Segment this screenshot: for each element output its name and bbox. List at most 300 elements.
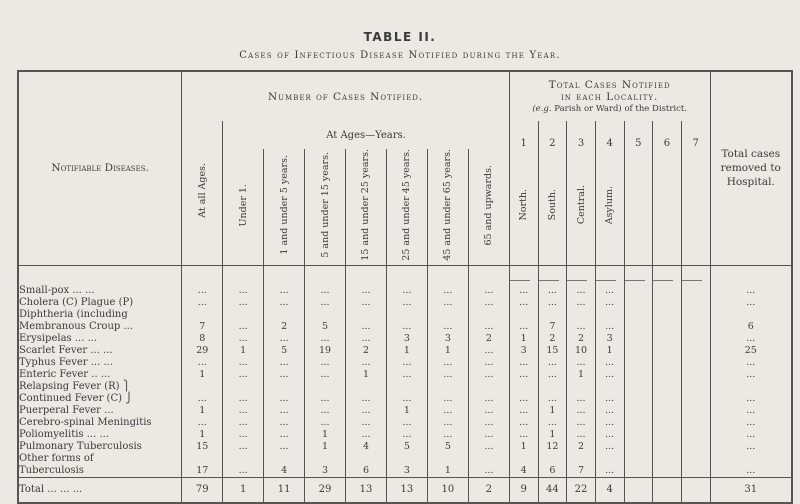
table-cell: 15 (182, 441, 223, 453)
locality-name-1 (509, 149, 538, 265)
table-cell: ... (746, 404, 756, 416)
tick-cell (624, 265, 653, 285)
table-cell: ... (264, 441, 305, 453)
table-cell: ... (346, 321, 387, 333)
table-cell: ... (346, 285, 387, 297)
table-cell (427, 453, 468, 465)
table-cell: ... (468, 465, 509, 478)
table-cell: ... (538, 297, 567, 309)
tick-cell (653, 265, 682, 285)
tick-spacer (305, 265, 346, 285)
table-cell (653, 405, 682, 417)
table-cell: ... (746, 356, 756, 368)
table-cell (624, 393, 653, 405)
tick-spacer (223, 265, 264, 285)
table-cell: ... (468, 345, 509, 357)
table-cell (681, 297, 710, 309)
table-cell: ... (746, 440, 756, 452)
table-cell (595, 381, 624, 393)
total-cell (653, 477, 682, 503)
table-cell (681, 405, 710, 417)
table-cell: ... (305, 357, 346, 369)
tick-mark (596, 280, 616, 281)
disease-name: Pulmonary Tuberculosis (18, 441, 182, 453)
tick-cell (595, 265, 624, 285)
table-cell: ... (386, 417, 427, 429)
table-cell: ... (223, 285, 264, 297)
table-cell: ... (595, 417, 624, 429)
table-cell (681, 321, 710, 333)
table-cell: ... (346, 357, 387, 369)
table-cell: ... (223, 417, 264, 429)
table-cell: 1 (182, 369, 223, 381)
table-cell (468, 381, 509, 393)
table-cell (624, 333, 653, 345)
age-col-4-label: 15 and under 25 years. (360, 149, 372, 261)
table-cell: 1 (346, 369, 387, 381)
table-cell: ... (427, 321, 468, 333)
table-cell: ... (264, 417, 305, 429)
table-cell (538, 453, 567, 465)
table-cell: ... (427, 405, 468, 417)
table-row (18, 321, 792, 333)
table-row (18, 309, 792, 321)
table-cell (624, 381, 653, 393)
locality-name-5 (624, 149, 653, 265)
table-cell (681, 357, 710, 369)
total-locality-header (509, 71, 710, 121)
table-cell: 1 (182, 429, 223, 441)
total-cell: 31 (710, 477, 792, 503)
table-cell: 5 (386, 441, 427, 453)
table-cell: ... (264, 429, 305, 441)
table-cell: ... (305, 393, 346, 405)
table-cell: 7 (538, 321, 567, 333)
table-cell: ... (386, 393, 427, 405)
table-cell: ... (223, 465, 264, 478)
table-cell (468, 309, 509, 321)
table-cell: ... (538, 369, 567, 381)
table-cell (653, 357, 682, 369)
table-cell: ... (509, 393, 538, 405)
total-label: Total ... ... ... (18, 477, 182, 503)
table-cell (653, 297, 682, 309)
table-cell: ... (264, 369, 305, 381)
table-cell: ... (595, 405, 624, 417)
table-cell: 1 (386, 345, 427, 357)
table-cell: 2 (567, 333, 596, 345)
table-cell: ... (427, 393, 468, 405)
age-col-3 (305, 149, 346, 265)
table-cell: 2 (346, 345, 387, 357)
table-cell: 1 (509, 333, 538, 345)
table-subtitle: Cases of Infectious Disease Notified during the Year. (239, 50, 561, 61)
locality-num-7: 7 (681, 121, 710, 149)
table-cell: ... (538, 285, 567, 297)
table-cell: ... (346, 405, 387, 417)
table-cell: ... (468, 321, 509, 333)
table-cell (624, 321, 653, 333)
table-cell: ... (746, 416, 756, 428)
locality-name-1-label: North. (518, 189, 530, 221)
tick-cell (538, 265, 567, 285)
table-cell: ... (567, 297, 596, 309)
locality-name-2-label: South. (546, 189, 558, 221)
table-cell (653, 417, 682, 429)
table-cell: ... (305, 405, 346, 417)
table-cell: ... (346, 297, 387, 309)
table-cell (509, 309, 538, 321)
table-cell: ... (223, 333, 264, 345)
header-tick-row (18, 265, 792, 285)
table-cell: ... (346, 417, 387, 429)
table-cell: ... (509, 369, 538, 381)
table-cell: ... (468, 357, 509, 369)
table-cell: 1 (509, 441, 538, 453)
table-cell: ... (305, 369, 346, 381)
disease-name: Diphtheria (including (18, 309, 182, 321)
table-cell: 4 (346, 441, 387, 453)
locality-line3 (510, 103, 710, 115)
total-cell: 29 (305, 477, 346, 503)
table-cell: ... (509, 357, 538, 369)
table-cell: 25 (744, 344, 757, 356)
table-row (18, 333, 792, 345)
table-cell (653, 441, 682, 453)
total-cell: 13 (386, 477, 427, 503)
disease-name: Other forms of (18, 453, 182, 465)
table-cell: 19 (305, 345, 346, 357)
table-cell (595, 453, 624, 465)
table-cell: ... (567, 405, 596, 417)
locality-name-6 (653, 149, 682, 265)
table-cell: 7 (182, 321, 223, 333)
tick-cell (509, 265, 538, 285)
table-cell: ... (567, 357, 596, 369)
locality-line3-text: Parish or Ward) of the District. (551, 103, 688, 114)
table-row (18, 285, 792, 297)
age-col-7-label: 65 and upwards. (483, 164, 495, 246)
table-cell (653, 285, 682, 297)
table-cell: 3 (386, 465, 427, 478)
table-cell (346, 453, 387, 465)
table-cell (305, 381, 346, 393)
table-cell (386, 309, 427, 321)
table-cell: 15 (538, 345, 567, 357)
table-cell (386, 453, 427, 465)
table-cell (595, 309, 624, 321)
tick-cell (567, 265, 596, 285)
locality-name-3 (567, 149, 596, 265)
tick-mark (682, 280, 702, 281)
table-cell (346, 381, 387, 393)
table-cell: ... (595, 441, 624, 453)
table-cell: ... (509, 285, 538, 297)
table-cell: ... (509, 321, 538, 333)
locality-num-5: 5 (624, 121, 653, 149)
total-cell: 9 (509, 477, 538, 503)
disease-name: Typhus Fever ... ... (18, 357, 182, 369)
table-cell (653, 453, 682, 465)
table-cell: ... (468, 441, 509, 453)
table-cell (653, 429, 682, 441)
table-row (18, 393, 792, 405)
locality-num-1: 1 (509, 121, 538, 149)
table-cell (653, 465, 682, 478)
table-cell (624, 429, 653, 441)
table-cell (427, 309, 468, 321)
table-cell (624, 417, 653, 429)
table-cell (681, 465, 710, 478)
table-cell (681, 285, 710, 297)
table-cell: ... (386, 321, 427, 333)
table-cell: ... (305, 285, 346, 297)
disease-name: Small-pox ... ... (18, 285, 182, 297)
table-cell: ... (509, 297, 538, 309)
table-cell: ... (346, 393, 387, 405)
table-cell (710, 453, 792, 465)
table-cell (264, 453, 305, 465)
table-cell: ... (595, 465, 624, 478)
tick-spacer (710, 265, 792, 285)
table-cell (182, 381, 223, 393)
table-cell (653, 381, 682, 393)
table-cell (624, 369, 653, 381)
table-cell: ... (427, 285, 468, 297)
disease-name: Erysipelas ... ... (18, 333, 182, 345)
table-cell: ... (538, 417, 567, 429)
table-cell: 6 (747, 320, 754, 332)
table-cell (624, 465, 653, 478)
table-cell: 1 (427, 345, 468, 357)
age-col-0-label: At all Ages. (196, 163, 208, 219)
table-cell: ... (468, 429, 509, 441)
table-cell: 29 (182, 345, 223, 357)
table-cell: 3 (386, 333, 427, 345)
table-cell: 1 (595, 345, 624, 357)
table-cell: ... (595, 429, 624, 441)
notifiable-diseases-header: Notifiable Diseases. (18, 71, 182, 265)
locality-num-2: 2 (538, 121, 567, 149)
table-cell: ... (468, 405, 509, 417)
age-col-7 (468, 149, 509, 265)
table-cell: 17 (182, 465, 223, 478)
total-cell (681, 477, 710, 503)
table-cell: ... (427, 417, 468, 429)
table-cell: 3 (595, 333, 624, 345)
age-col-4 (346, 149, 387, 265)
locality-line2: in each Locality. (561, 90, 659, 103)
table-cell: ... (427, 429, 468, 441)
at-ages-header: At Ages—Years. (223, 121, 510, 149)
locality-name-4-label: Asylum. (604, 185, 616, 224)
table-cell: ... (182, 393, 223, 405)
table-cell (653, 345, 682, 357)
tick-spacer (264, 265, 305, 285)
table-cell: ... (346, 333, 387, 345)
tick-mark (539, 280, 559, 281)
tick-spacer (346, 265, 387, 285)
table-cell: 3 (305, 465, 346, 478)
table-cell (223, 309, 264, 321)
table-cell (624, 345, 653, 357)
total-cell: 11 (264, 477, 305, 503)
table-cell (681, 429, 710, 441)
table-cell: ... (305, 333, 346, 345)
tick-cell (681, 265, 710, 285)
tick-spacer (182, 265, 223, 285)
table-row (18, 441, 792, 453)
table-cell: 1 (567, 369, 596, 381)
disease-name: Puerperal Fever ... (18, 405, 182, 417)
removed-to-hospital-header: Total cases removed to Hospital. (710, 71, 792, 265)
table-cell: 4 (264, 465, 305, 478)
age-col-1 (223, 149, 264, 265)
disease-name: Tuberculosis (18, 465, 182, 478)
table-row (18, 429, 792, 441)
table-cell: ... (746, 368, 756, 380)
table-cell (681, 369, 710, 381)
table-cell: 10 (567, 345, 596, 357)
table-cell: ... (567, 417, 596, 429)
table-cell: ... (182, 357, 223, 369)
locality-name-3-label: Central. (575, 185, 587, 225)
total-cell: 79 (182, 477, 223, 503)
table-cell: 5 (305, 321, 346, 333)
table-row (18, 297, 792, 309)
table-cell: ... (509, 417, 538, 429)
table-cell: ... (567, 429, 596, 441)
table-cell: ... (427, 369, 468, 381)
table-cell: ... (264, 357, 305, 369)
table-cell (305, 453, 346, 465)
table-cell: 1 (427, 465, 468, 478)
disease-name: Membranous Croup ... (18, 321, 182, 333)
table-cell: 3 (509, 345, 538, 357)
locality-line1: Total Cases Notified (548, 78, 671, 91)
table-cell: ... (427, 357, 468, 369)
tick-spacer (427, 265, 468, 285)
table-cell (653, 321, 682, 333)
table-cell: 4 (509, 465, 538, 478)
table-cell (427, 381, 468, 393)
table-cell (624, 297, 653, 309)
table-cell: ... (386, 369, 427, 381)
total-cell: 22 (567, 477, 596, 503)
table-row (18, 345, 792, 357)
table-title: TABLE II. (363, 30, 437, 44)
table-cell: ... (386, 357, 427, 369)
table-cell (653, 309, 682, 321)
table-row (18, 357, 792, 369)
age-col-6-label: 45 and under 65 years. (442, 149, 454, 261)
table-cell: ... (567, 285, 596, 297)
table-cell (681, 453, 710, 465)
table-cell (653, 369, 682, 381)
table-row (18, 369, 792, 381)
table-cell (681, 381, 710, 393)
table-cell (710, 381, 792, 393)
table-cell (386, 381, 427, 393)
table-cell: 6 (346, 465, 387, 478)
table-cell: 2 (468, 333, 509, 345)
age-col-0 (182, 121, 223, 265)
table-cell: ... (264, 393, 305, 405)
tick-spacer (386, 265, 427, 285)
table-cell: ... (538, 393, 567, 405)
table-cell: ... (746, 284, 756, 296)
disease-name: Cholera (C) Plague (P) (18, 297, 182, 309)
table-cell (223, 381, 264, 393)
table-cell: 1 (538, 429, 567, 441)
table-cell: ... (264, 333, 305, 345)
table-cell: ... (386, 429, 427, 441)
table-cell: ... (595, 393, 624, 405)
table-cell: ... (223, 405, 264, 417)
total-cell: 44 (538, 477, 567, 503)
total-cell: 13 (346, 477, 387, 503)
table-cell (567, 309, 596, 321)
table-cell: ... (595, 321, 624, 333)
table-cell: 1 (538, 405, 567, 417)
table-cell: ... (223, 393, 264, 405)
tick-spacer (468, 265, 509, 285)
table-cell: ... (468, 369, 509, 381)
table-cell: ... (346, 429, 387, 441)
table-cell (681, 417, 710, 429)
table-cell (538, 381, 567, 393)
disease-name: Relapsing Fever (R) ⎫ (18, 381, 182, 393)
table-cell: ... (468, 393, 509, 405)
table-cell (681, 333, 710, 345)
total-cell: 1 (223, 477, 264, 503)
table-cell: ... (264, 297, 305, 309)
table-cell: ... (509, 429, 538, 441)
table-row (18, 381, 792, 393)
table-row (18, 453, 792, 465)
table-cell (509, 381, 538, 393)
table-cell: ... (182, 417, 223, 429)
age-col-2-label: 1 and under 5 years. (278, 155, 290, 255)
table-cell (681, 345, 710, 357)
table-cell: ... (223, 369, 264, 381)
tick-mark (653, 280, 673, 281)
disease-name: Poliomyelitis ... ... (18, 429, 182, 441)
table-cell (624, 309, 653, 321)
disease-name: Scarlet Fever ... ... (18, 345, 182, 357)
table-cell: ... (468, 285, 509, 297)
table-cell: 2 (264, 321, 305, 333)
table-cell: 7 (567, 465, 596, 478)
number-of-cases-header: Number of Cases Notified. (182, 71, 510, 121)
table-cell (681, 309, 710, 321)
table-cell (624, 441, 653, 453)
total-row (18, 477, 792, 503)
table-cell (681, 393, 710, 405)
tick-spacer (18, 265, 182, 285)
table-cell: 8 (182, 333, 223, 345)
table-cell: ... (427, 297, 468, 309)
table-cell: ... (595, 357, 624, 369)
table-cell: ... (595, 297, 624, 309)
table-cell: ... (223, 441, 264, 453)
table-cell: ... (305, 417, 346, 429)
table-cell: ... (223, 297, 264, 309)
table-cell: 1 (223, 345, 264, 357)
tick-mark (510, 280, 530, 281)
table-cell: ... (468, 417, 509, 429)
total-cell: 4 (595, 477, 624, 503)
